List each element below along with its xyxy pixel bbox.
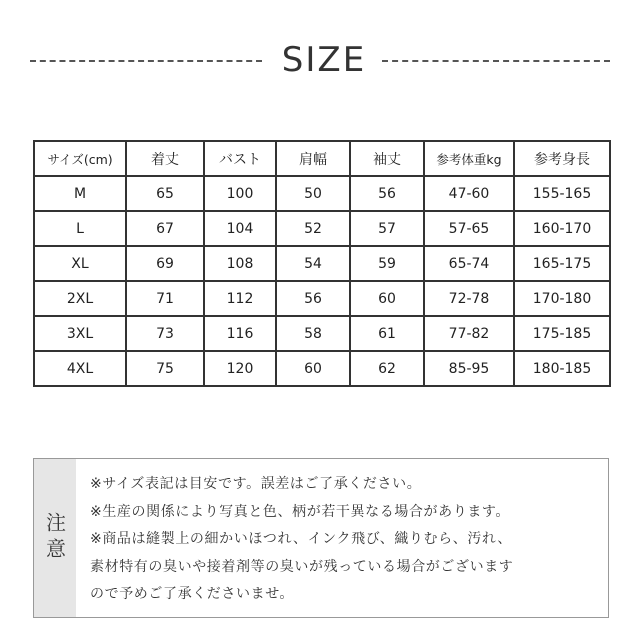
note-line: ※商品は縫製上の細かいほつれ、インク飛び、織りむら、汚れ、 <box>90 531 512 547</box>
table-row <box>34 246 610 281</box>
cell-bust: 108 <box>204 246 276 281</box>
cell-weight: 85-95 <box>424 351 514 386</box>
note-line: 素材特有の臭いや接着剤等の臭いが残っている場合がございます <box>90 558 514 575</box>
cell-weight: 72-78 <box>424 281 514 316</box>
table-row <box>34 211 610 246</box>
cell-height: 180-185 <box>514 351 610 386</box>
notes-text <box>90 471 600 609</box>
table-row <box>34 281 610 316</box>
cell-shoulder: 58 <box>276 316 350 351</box>
cell-shoulder: 54 <box>276 246 350 281</box>
cell-weight: 47-60 <box>424 176 514 211</box>
cell-size: 2XL <box>34 281 126 316</box>
cell-size: L <box>34 211 126 246</box>
cell-height: 175-185 <box>514 316 610 351</box>
cell-length: 73 <box>126 316 204 351</box>
cell-length: 67 <box>126 211 204 246</box>
header-length: 着丈 <box>126 141 204 176</box>
note-line: ※生産の関係により写真と色、柄が若干異なる場合があります。 <box>90 503 511 520</box>
cell-bust: 112 <box>204 281 276 316</box>
cell-sleeve: 59 <box>350 246 424 281</box>
cell-weight: 77-82 <box>424 316 514 351</box>
cell-size: M <box>34 176 126 211</box>
cell-shoulder: 56 <box>276 281 350 316</box>
title-row <box>30 38 610 82</box>
cell-bust: 116 <box>204 316 276 351</box>
dashed-divider-right <box>382 60 610 62</box>
cell-length: 69 <box>126 246 204 281</box>
cell-shoulder: 50 <box>276 176 350 211</box>
header-height: 参考身長 <box>514 141 610 176</box>
header-bust: バスト <box>204 141 276 176</box>
cell-sleeve: 56 <box>350 176 424 211</box>
cell-height: 170-180 <box>514 281 610 316</box>
table-row <box>34 176 610 211</box>
cell-sleeve: 57 <box>350 211 424 246</box>
cell-height: 160-170 <box>514 211 610 246</box>
header-sleeve: 袖丈 <box>350 141 424 176</box>
table-row <box>34 316 610 351</box>
cell-size: 4XL <box>34 351 126 386</box>
cell-bust: 120 <box>204 351 276 386</box>
notes-label-panel <box>34 459 76 617</box>
cell-sleeve: 61 <box>350 316 424 351</box>
cell-shoulder: 52 <box>276 211 350 246</box>
header-shoulder: 肩幅 <box>276 141 350 176</box>
size-table <box>33 140 611 387</box>
cell-length: 65 <box>126 176 204 211</box>
cell-bust: 100 <box>204 176 276 211</box>
table-row <box>34 351 610 386</box>
cell-length: 75 <box>126 351 204 386</box>
header-size: サイズ(cm) <box>34 141 126 176</box>
cell-height: 165-175 <box>514 246 610 281</box>
cell-sleeve: 60 <box>350 281 424 316</box>
page-title: SIZE <box>281 40 367 80</box>
table-header-row <box>34 141 610 176</box>
cell-weight: 65-74 <box>424 246 514 281</box>
cell-height: 155-165 <box>514 176 610 211</box>
notes-label: 注意 <box>42 512 67 564</box>
notes-box <box>33 458 609 618</box>
cell-bust: 104 <box>204 211 276 246</box>
cell-length: 71 <box>126 281 204 316</box>
note-line: ※サイズ表記は目安です。誤差はご了承ください。 <box>90 476 422 492</box>
dashed-divider-left <box>30 60 262 62</box>
cell-sleeve: 62 <box>350 351 424 386</box>
cell-shoulder: 60 <box>276 351 350 386</box>
cell-size: 3XL <box>34 316 126 351</box>
cell-size: XL <box>34 246 126 281</box>
header-weight: 参考体重kg <box>424 141 514 176</box>
cell-weight: 57-65 <box>424 211 514 246</box>
note-line: ので予めご了承くださいませ。 <box>90 586 294 602</box>
